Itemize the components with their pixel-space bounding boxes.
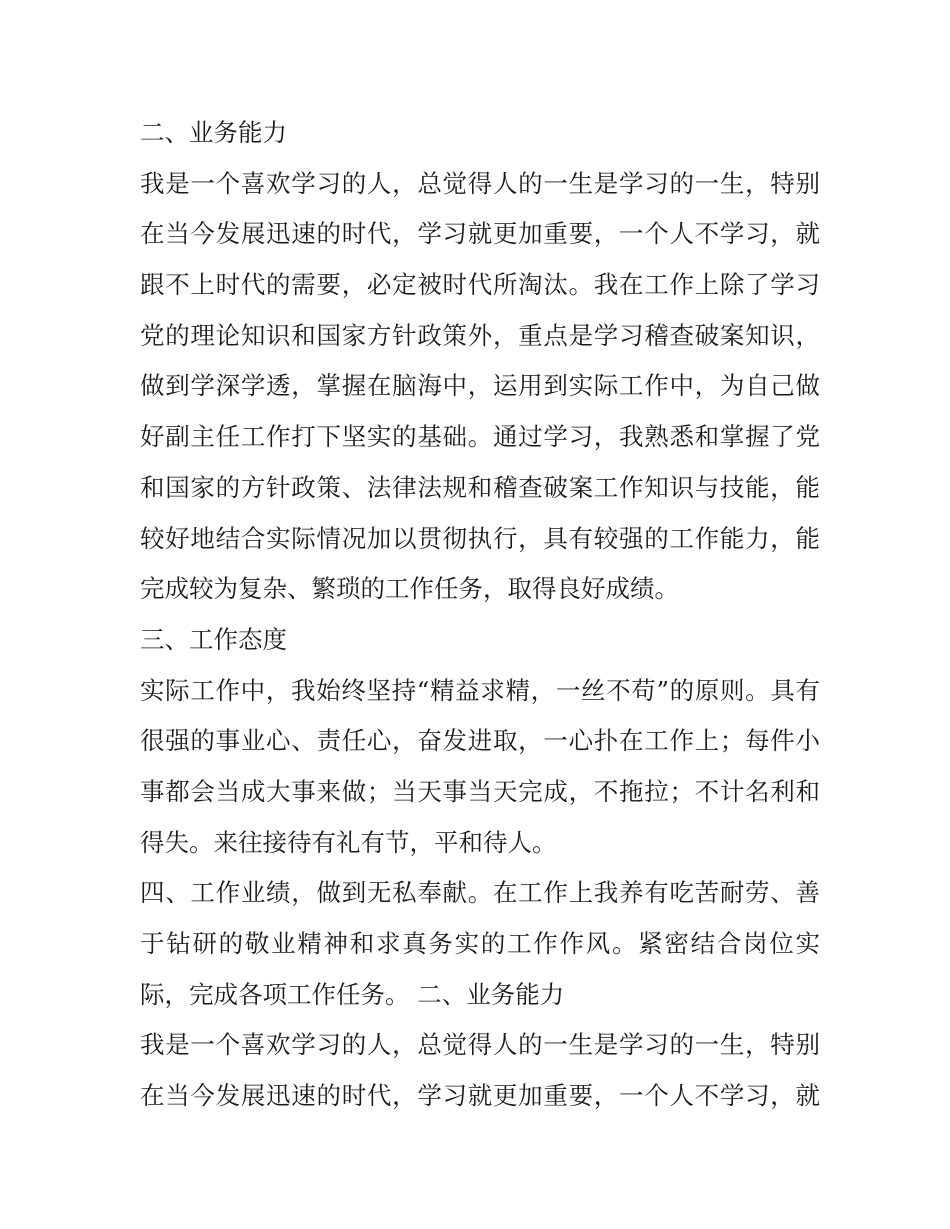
document-body: [140, 108, 820, 1122]
text-line: 很强的事业心、责任心，奋发进取，一心扑在工作上；每件小: [140, 726, 820, 756]
text-line: 在当今发展迅速的时代，学习就更加重要，一个人不学习，就: [140, 1081, 820, 1111]
text-line: 跟不上时代的需要，必定被时代所淘汰。我在工作上除了学习: [140, 270, 820, 300]
text-line: 我是一个喜欢学习的人，总觉得人的一生是学习的一生，特别: [140, 1030, 820, 1060]
text-line: 党的理论知识和国家方针政策外，重点是学习稽查破案知识，: [140, 320, 820, 350]
text-line: 完成较为复杂、繁琐的工作任务，取得良好成绩。: [140, 574, 679, 604]
text-line: 较好地结合实际情况加以贯彻执行，具有较强的工作能力，能: [140, 523, 820, 553]
section-heading: 三、工作态度: [140, 624, 287, 654]
text-line: 做到学深学透，掌握在脑海中，运用到实际工作中，为自己做: [140, 371, 820, 401]
text-line: 际，完成各项工作任务。 二、业务能力: [140, 979, 565, 1009]
text-line: 于钻研的敬业精神和求真务实的工作作风。紧密结合岗位实: [140, 929, 820, 958]
text-line: 二、业务能力: [140, 118, 287, 147]
text-line: 在当今发展迅速的时代，学习就更加重要，一个人不学习，就: [140, 219, 820, 249]
text-line: 事都会当成大事来做；当天事当天完成，不拖拉；不计名利和: [140, 776, 820, 806]
text-line: 和国家的方针政策、法律法规和稽查破案工作知识与技能，能: [140, 472, 820, 502]
text-line: 四、工作业绩，做到无私奉献。在工作上我养有吃苦耐劳、善: [140, 878, 820, 908]
text-line: 实际工作中，我始终坚持“精益求精，一丝不苟”的原则。具有: [140, 675, 820, 705]
text-line: 好副主任工作打下坚实的基础。通过学习，我熟悉和掌握了党: [140, 422, 820, 452]
text-line: 得失。来往接待有礼有节，平和待人。: [140, 827, 557, 857]
text-line: 我是一个喜欢学习的人，总觉得人的一生是学习的一生，特别: [140, 168, 820, 198]
